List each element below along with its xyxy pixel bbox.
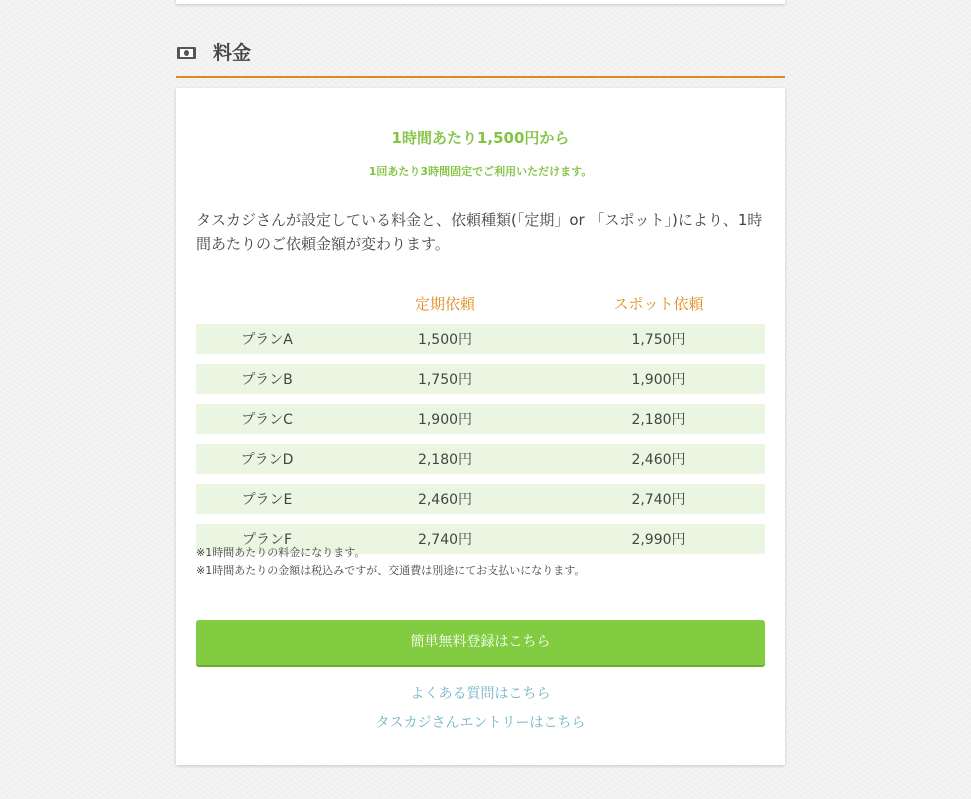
regular-price: 2,740円 bbox=[338, 524, 552, 554]
plan-name: プランB bbox=[196, 364, 338, 394]
regular-price: 2,180円 bbox=[338, 444, 552, 474]
table-header-regular: 定期依頼 bbox=[414, 295, 475, 313]
price-headline: 1時間あたり1,500円から bbox=[391, 129, 570, 147]
spot-price: 2,990円 bbox=[552, 524, 765, 554]
price-notes bbox=[196, 544, 585, 580]
regular-price: 2,460円 bbox=[338, 484, 552, 514]
regular-price: 1,750円 bbox=[338, 364, 552, 394]
money-icon bbox=[177, 47, 196, 59]
regular-price: 1,500円 bbox=[338, 324, 552, 354]
previous-section-card bbox=[176, 0, 785, 4]
table-header-row bbox=[196, 293, 765, 314]
spot-price: 1,900円 bbox=[552, 364, 765, 394]
regular-price: 1,900円 bbox=[338, 404, 552, 434]
table-row bbox=[196, 444, 765, 474]
table-row bbox=[196, 324, 765, 354]
pricing-card bbox=[176, 88, 785, 765]
plan-name: プランD bbox=[196, 444, 338, 474]
pricing-description: タスカジさんが設定している料金と、依頼種類(「定期」or 「スポット」)により、1時間あたりのご依頼金額が変わります。 bbox=[196, 211, 763, 253]
plan-name: プランE bbox=[196, 484, 338, 514]
plan-name: プランA bbox=[196, 324, 338, 354]
table-row bbox=[196, 364, 765, 394]
note-hourly: ※1時間あたりの料金になります。 bbox=[196, 546, 366, 559]
price-subline: 1回あたり3時間固定でご利用いただけます。 bbox=[368, 165, 593, 178]
price-table bbox=[196, 283, 765, 564]
table-row bbox=[196, 484, 765, 514]
spot-price: 2,740円 bbox=[552, 484, 765, 514]
table-header-spot: スポット依頼 bbox=[613, 295, 704, 313]
entry-link[interactable]: タスカジさんエントリーはこちら bbox=[375, 715, 586, 731]
spot-price: 2,180円 bbox=[552, 404, 765, 434]
section-header bbox=[176, 36, 785, 78]
spot-price: 1,750円 bbox=[552, 324, 765, 354]
plan-name: プランF bbox=[196, 524, 338, 554]
faq-link[interactable]: よくある質問はこちら bbox=[410, 686, 551, 702]
plan-name: プランC bbox=[196, 404, 338, 434]
table-row bbox=[196, 404, 765, 434]
register-button[interactable]: 簡単無料登録はこちら bbox=[196, 620, 765, 665]
section-title: 料金 bbox=[213, 42, 252, 64]
note-tax-transport: ※1時間あたりの金額は税込みですが、交通費は別途にてお支払いになります。 bbox=[196, 564, 586, 577]
spot-price: 2,460円 bbox=[552, 444, 765, 474]
table-header-plan bbox=[196, 293, 338, 314]
